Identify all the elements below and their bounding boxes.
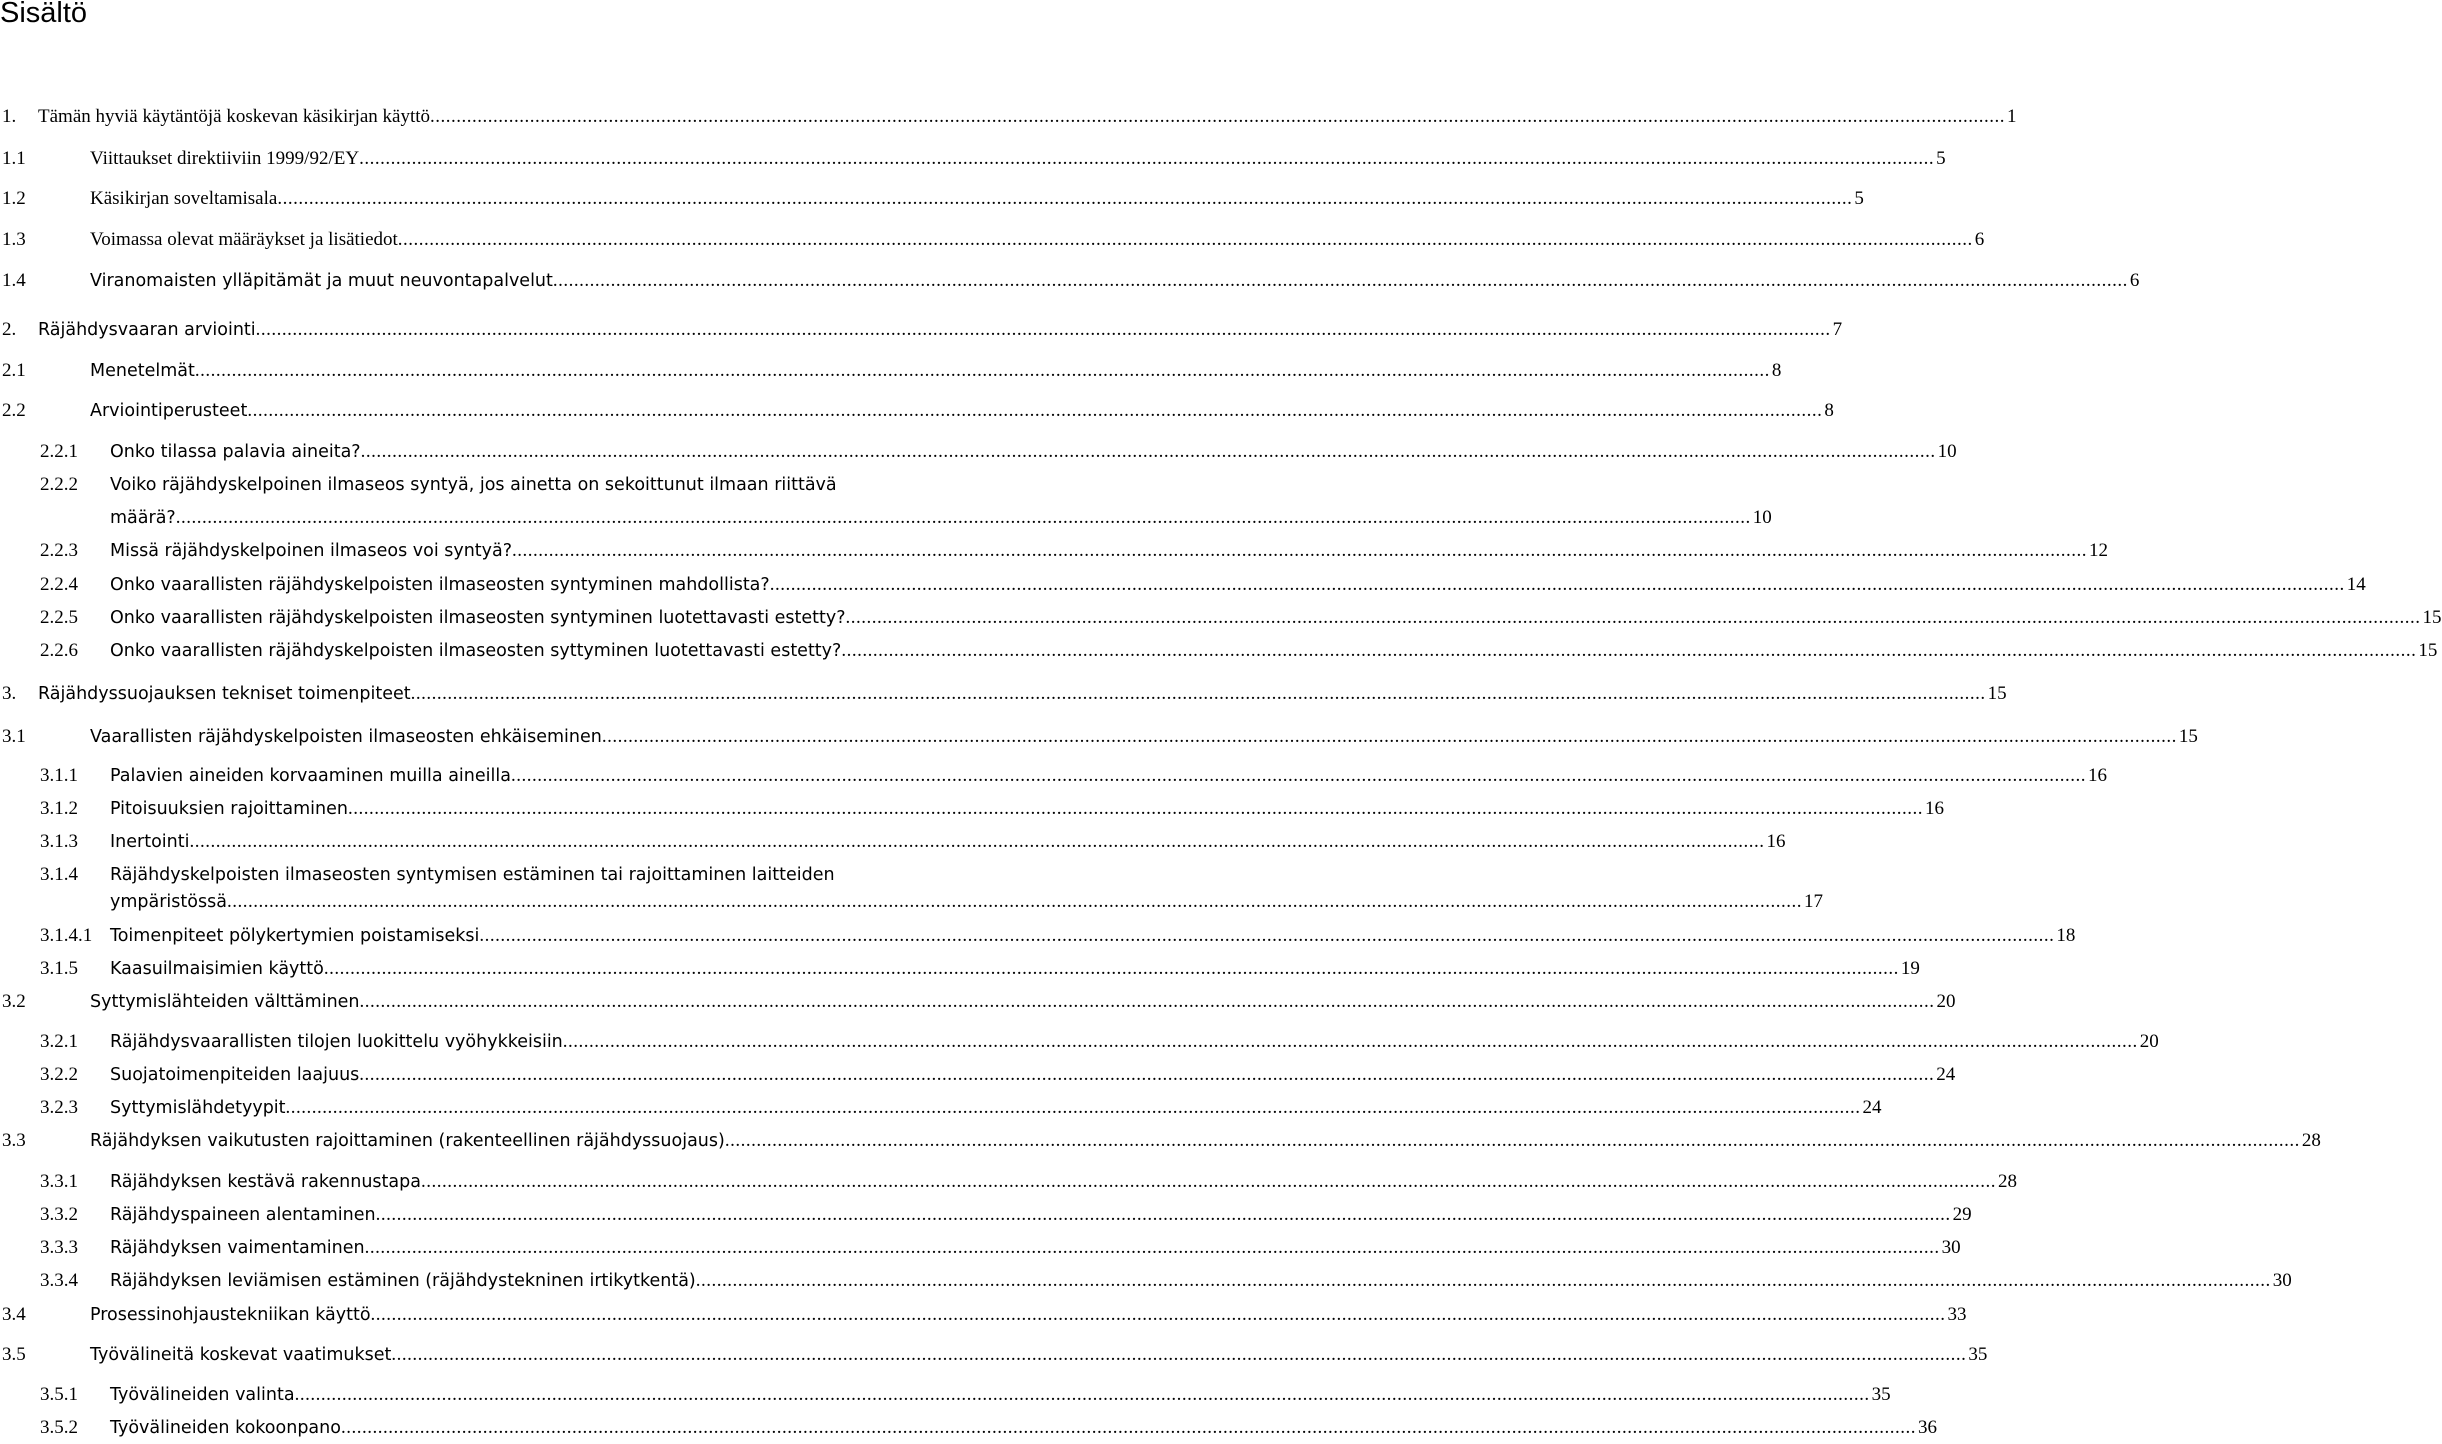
toc-entry[interactable]	[40, 1171, 2017, 1193]
toc-entry-number: 3.1.2	[40, 798, 78, 819]
toc-entry[interactable]	[40, 1064, 1956, 1086]
toc-entry-page: 18	[2056, 925, 2076, 946]
toc-entry[interactable]	[40, 925, 2076, 947]
toc-entry-number: 3.5.2	[40, 1417, 78, 1438]
dot-leader: ............................................................................................................................................................................................................................................................................................................	[397, 229, 1973, 250]
toc-entry[interactable]	[40, 864, 958, 886]
toc-entry-title: Räjähdysvaaran arviointi	[38, 320, 256, 340]
toc-entry-page: 15	[1987, 683, 2007, 704]
dot-leader: ............................................................................................................................................................................................................................................................................................................	[420, 1171, 1996, 1192]
toc-entry[interactable]	[2, 991, 1956, 1013]
toc-entry-title: Pitoisuuksien rajoittaminen	[110, 799, 348, 819]
toc-entry-page: 16	[1924, 798, 1944, 819]
dot-leader: ............................................................................................................................................................................................................................................................................................................	[375, 1204, 1951, 1225]
toc-entry-number: 3.5	[2, 1344, 26, 1365]
toc-entry[interactable]	[40, 474, 958, 496]
toc-entry-title: Onko vaarallisten räjähdyskelpoisten ilmaseosten syntyminen mahdollista?	[110, 575, 770, 595]
toc-entry-page: 10	[1937, 441, 1957, 462]
toc-entry-number: 3.1.4.1	[40, 925, 93, 946]
toc-entry-page: 24	[1862, 1097, 1882, 1118]
dot-leader: ............................................................................................................................................................................................................................................................................................................	[841, 640, 2417, 661]
toc-entry-title: Menetelmät	[90, 361, 195, 381]
toc-entry[interactable]	[2, 360, 1782, 382]
dot-leader: ............................................................................................................................................................................................................................................................................................................	[510, 765, 2086, 786]
toc-entry-number: 3.1.3	[40, 831, 78, 852]
dot-leader: ............................................................................................................................................................................................................................................................................................................	[769, 574, 2345, 595]
toc-entry-page: 33	[1947, 1304, 1967, 1325]
dot-leader: ............................................................................................................................................................................................................................................................................................................	[255, 319, 1831, 340]
toc-entry-page: 35	[1968, 1344, 1988, 1365]
toc-entry-number: 3.1.5	[40, 958, 78, 979]
toc-entry-number: 2.2.2	[40, 474, 78, 495]
dot-leader: ............................................................................................................................................................................................................................................................................................................	[194, 360, 1770, 381]
dot-leader: ............................................................................................................................................................................................................................................................................................................	[601, 726, 2177, 747]
toc-entry-number: 3.3.2	[40, 1204, 78, 1225]
toc-entry-number: 3.2.3	[40, 1097, 78, 1118]
toc-entry-title: Räjähdyskelpoisten ilmaseosten syntymisen estäminen tai rajoittaminen laitteiden	[110, 865, 835, 885]
dot-leader: ............................................................................................................................................................................................................................................................................................................	[340, 1417, 1916, 1438]
toc-entry-page: 5	[1936, 148, 1946, 169]
toc-entry[interactable]	[40, 1237, 1961, 1259]
toc-entry-page: 28	[2301, 1130, 2321, 1151]
toc-entry-title: Syttymislähdetyypit	[110, 1098, 286, 1118]
toc-entry-title: Missä räjähdyskelpoinen ilmaseos voi syntyä?	[110, 541, 513, 561]
toc-entry-page: 36	[1917, 1417, 1937, 1438]
toc-entry-title: Räjähdyksen vaimentaminen	[110, 1238, 365, 1258]
toc-entry-number: 1.4	[2, 270, 26, 291]
toc-entry-page: 6	[1974, 229, 1985, 250]
toc-entry-title-continued: ympäristössä	[110, 892, 227, 912]
dot-leader: ............................................................................................................................................................................................................................................................................................................	[294, 1384, 1870, 1405]
toc-entry-title: Räjähdyspaineen alentaminen	[110, 1205, 376, 1225]
toc-entry[interactable]	[40, 574, 2366, 596]
toc-entry-title: Onko vaarallisten räjähdyskelpoisten ilmaseosten syntyminen luotettavasti estetty?	[110, 608, 846, 628]
dot-leader: ............................................................................................................................................................................................................................................................................................................	[360, 441, 1936, 462]
toc-entry-title: Käsikirjan soveltamisala	[90, 188, 278, 209]
toc-entry-number: 2.2.1	[40, 441, 78, 462]
dot-leader: ............................................................................................................................................................................................................................................................................................................	[391, 1344, 1967, 1365]
toc-entry-page: 15	[2418, 640, 2438, 661]
toc-entry-page: 15	[2422, 607, 2442, 628]
toc-entry-title: Tämän hyviä käytäntöjä koskevan käsikirjan käyttö	[38, 106, 431, 127]
dot-leader: ............................................................................................................................................................................................................................................................................................................	[562, 1031, 2138, 1052]
toc-entry-page: 20	[2139, 1031, 2159, 1052]
toc-entry-page: 16	[2087, 765, 2107, 786]
toc-entry-page: 17	[1803, 891, 1823, 912]
toc-entry-number: 2.2.6	[40, 640, 78, 661]
toc-entry[interactable]	[2, 1130, 2321, 1152]
page-title: Sisältö	[0, 0, 88, 29]
toc-entry-title: Arviointiperusteet	[90, 401, 248, 421]
toc-entry[interactable]	[2, 1304, 1967, 1326]
toc-entry[interactable]	[40, 640, 2438, 662]
toc-entry[interactable]	[2, 270, 2140, 292]
toc-entry[interactable]	[2, 188, 1864, 210]
toc-entry-page: 6	[2129, 270, 2140, 291]
toc-entry[interactable]	[40, 1270, 2292, 1292]
toc-entry[interactable]	[2, 683, 2007, 705]
toc-entry[interactable]	[2, 400, 1834, 422]
toc-entry-number: 3.	[2, 683, 17, 704]
dot-leader: ............................................................................................................................................................................................................................................................................................................	[323, 958, 1899, 979]
toc-entry[interactable]	[40, 831, 1786, 853]
toc-entry-page: 35	[1871, 1384, 1891, 1405]
toc-entry-number: 2.2.4	[40, 574, 78, 595]
toc-entry-title: Räjähdyksen leviämisen estäminen (räjähdystekninen irtikytkentä)	[110, 1271, 696, 1291]
toc-entry-number: 3.2	[2, 991, 26, 1012]
toc-entry-number: 3.1.1	[40, 765, 78, 786]
toc-entry[interactable]	[40, 441, 1957, 463]
toc-entry-title: Suojatoimenpiteiden laajuus	[110, 1065, 360, 1085]
toc-entry[interactable]	[2, 726, 2198, 748]
toc-entry-number: 3.3.4	[40, 1270, 78, 1291]
dot-leader: ............................................................................................................................................................................................................................................................................................................	[359, 991, 1935, 1012]
toc-entry-number: 3.1	[2, 726, 26, 747]
toc-entry-number: 3.3	[2, 1130, 26, 1151]
toc-entry-number: 3.3.1	[40, 1171, 78, 1192]
toc-entry-continuation[interactable]	[110, 891, 1823, 913]
toc-entry-number: 3.2.1	[40, 1031, 78, 1052]
toc-entry-page: 7	[1832, 319, 1843, 340]
toc-entry-title: Työvälineitä koskevat vaatimukset	[90, 1345, 392, 1365]
toc-entry-page: 15	[2178, 726, 2198, 747]
toc-entry-title: Räjähdyssuojauksen tekniset toimenpiteet	[38, 684, 411, 704]
toc-entry[interactable]	[40, 765, 2107, 787]
toc-entry-page: 30	[1941, 1237, 1961, 1258]
toc-entry-page: 10	[1752, 507, 1772, 528]
dot-leader: ............................................................................................................................................................................................................................................................................................................	[479, 925, 2055, 946]
toc-entry-number: 3.5.1	[40, 1384, 78, 1405]
toc-entry-page: 20	[1936, 991, 1956, 1012]
toc-entry-number: 1.2	[2, 188, 26, 209]
toc-entry-page: 29	[1952, 1204, 1972, 1225]
toc-entry[interactable]	[2, 1344, 1988, 1366]
dot-leader: ............................................................................................................................................................................................................................................................................................................	[364, 1237, 1940, 1258]
toc-entry-number: 2.	[2, 319, 17, 340]
toc-entry-page: 1	[2007, 106, 2017, 127]
toc-entry[interactable]	[40, 540, 2109, 562]
dot-leader: ............................................................................................................................................................................................................................................................................................................	[175, 507, 1751, 528]
dot-leader: ............................................................................................................................................................................................................................................................................................................	[277, 188, 1853, 209]
toc-entry-title: Räjähdyksen kestävä rakennustapa	[110, 1172, 421, 1192]
toc-entry[interactable]	[40, 958, 1920, 980]
toc-entry[interactable]	[2, 319, 1843, 341]
toc-entry-number: 2.2.3	[40, 540, 78, 561]
toc-entry-title: Viittaukset direktiiviin 1999/92/EY	[90, 148, 360, 169]
toc-entry-title: Voiko räjähdyskelpoinen ilmaseos syntyä, jos ainetta on sekoittunut ilmaan riittävä	[110, 475, 837, 495]
dot-leader: ............................................................................................................................................................................................................................................................................................................	[845, 607, 2421, 628]
toc-entry-number: 3.4	[2, 1304, 26, 1325]
toc-entry-title: Onko tilassa palavia aineita?	[110, 442, 361, 462]
toc-entry-number: 1.1	[2, 148, 26, 169]
toc-entry-page: 5	[1854, 188, 1864, 209]
dot-leader: ............................................................................................................................................................................................................................................................................................................	[724, 1130, 2300, 1151]
toc-entry-number: 3.1.4	[40, 864, 78, 885]
toc-entry-title: Räjähdysvaarallisten tilojen luokittelu vyöhykkeisiin	[110, 1032, 563, 1052]
toc-entry-number: 3.2.2	[40, 1064, 78, 1085]
toc-entry-title: Toimenpiteet pölykertymien poistamiseksi	[110, 926, 480, 946]
toc-entry-page: 12	[2089, 540, 2109, 561]
toc-entry-page: 14	[2346, 574, 2366, 595]
toc-entry-page: 24	[1936, 1064, 1956, 1085]
dot-leader: ............................................................................................................................................................................................................................................................................................................	[430, 106, 2006, 127]
toc-entry-number: 2.1	[2, 360, 26, 381]
dot-leader: ............................................................................................................................................................................................................................................................................................................	[247, 400, 1823, 421]
dot-leader: ............................................................................................................................................................................................................................................................................................................	[359, 148, 1935, 169]
toc-entry-title: Onko vaarallisten räjähdyskelpoisten ilmaseosten syttyminen luotettavasti estetty?	[110, 641, 842, 661]
dot-leader: ............................................................................................................................................................................................................................................................................................................	[285, 1097, 1861, 1118]
toc-entry-page: 8	[1824, 400, 1834, 421]
toc-entry[interactable]	[40, 1417, 1937, 1439]
toc-entry-page: 19	[1900, 958, 1920, 979]
toc-entry-title: Inertointi	[110, 832, 190, 852]
toc-entry-title: Voimassa olevat määräykset ja lisätiedot	[90, 229, 398, 250]
toc-entry[interactable]	[40, 798, 1944, 820]
toc-entry-title: Viranomaisten ylläpitämät ja muut neuvontapalvelut	[90, 271, 553, 291]
dot-leader: ............................................................................................................................................................................................................................................................................................................	[347, 798, 1923, 819]
toc-entry-title: Työvälineiden kokoonpano	[110, 1418, 341, 1438]
toc-entry-title: Vaarallisten räjähdyskelpoisten ilmaseosten ehkäiseminen	[90, 727, 602, 747]
toc-entry-title: Palavien aineiden korvaaminen muilla aineilla	[110, 766, 511, 786]
toc-entry-title: Prosessinohjaustekniikan käyttö	[90, 1305, 371, 1325]
toc-entry-title: Syttymislähteiden välttäminen	[90, 992, 360, 1012]
dot-leader: ............................................................................................................................................................................................................................................................................................................	[359, 1064, 1935, 1085]
toc-entry-title-continued: määrä?	[110, 508, 176, 528]
toc-entry[interactable]	[40, 1204, 1972, 1226]
dot-leader: ............................................................................................................................................................................................................................................................................................................	[370, 1304, 1946, 1325]
toc-entry-number: 1.	[2, 106, 17, 127]
toc-entry-number: 3.3.3	[40, 1237, 78, 1258]
toc-entry[interactable]	[40, 1031, 2159, 1053]
toc-entry-number: 2.2.5	[40, 607, 78, 628]
dot-leader: ............................................................................................................................................................................................................................................................................................................	[189, 831, 1765, 852]
toc-entry-page: 16	[1766, 831, 1786, 852]
toc-entry[interactable]	[40, 1097, 1882, 1119]
toc-entry-title: Räjähdyksen vaikutusten rajoittaminen (rakenteellinen räjähdyssuojaus)	[90, 1131, 725, 1151]
toc-entry[interactable]	[40, 1384, 1891, 1406]
toc-entry[interactable]	[2, 106, 2017, 128]
dot-leader: ............................................................................................................................................................................................................................................................................................................	[410, 683, 1986, 704]
dot-leader: ............................................................................................................................................................................................................................................................................................................	[695, 1270, 2271, 1291]
toc-entry-title: Työvälineiden valinta	[110, 1385, 295, 1405]
toc-entry-page: 8	[1771, 360, 1782, 381]
toc-entry[interactable]	[2, 229, 1985, 251]
toc-entry[interactable]	[40, 607, 2442, 629]
toc-entry[interactable]	[2, 148, 1946, 170]
toc-entry-continuation[interactable]	[110, 507, 1772, 529]
toc-entry-page: 30	[2272, 1270, 2292, 1291]
toc-entry-title: Kaasuilmaisimien käyttö	[110, 959, 324, 979]
dot-leader: ............................................................................................................................................................................................................................................................................................................	[552, 270, 2128, 291]
dot-leader: ............................................................................................................................................................................................................................................................................................................	[226, 891, 1802, 912]
toc-entry-number: 2.2	[2, 400, 26, 421]
dot-leader: ............................................................................................................................................................................................................................................................................................................	[512, 540, 2088, 561]
toc-entry-number: 1.3	[2, 229, 26, 250]
toc-entry-page: 28	[1997, 1171, 2017, 1192]
